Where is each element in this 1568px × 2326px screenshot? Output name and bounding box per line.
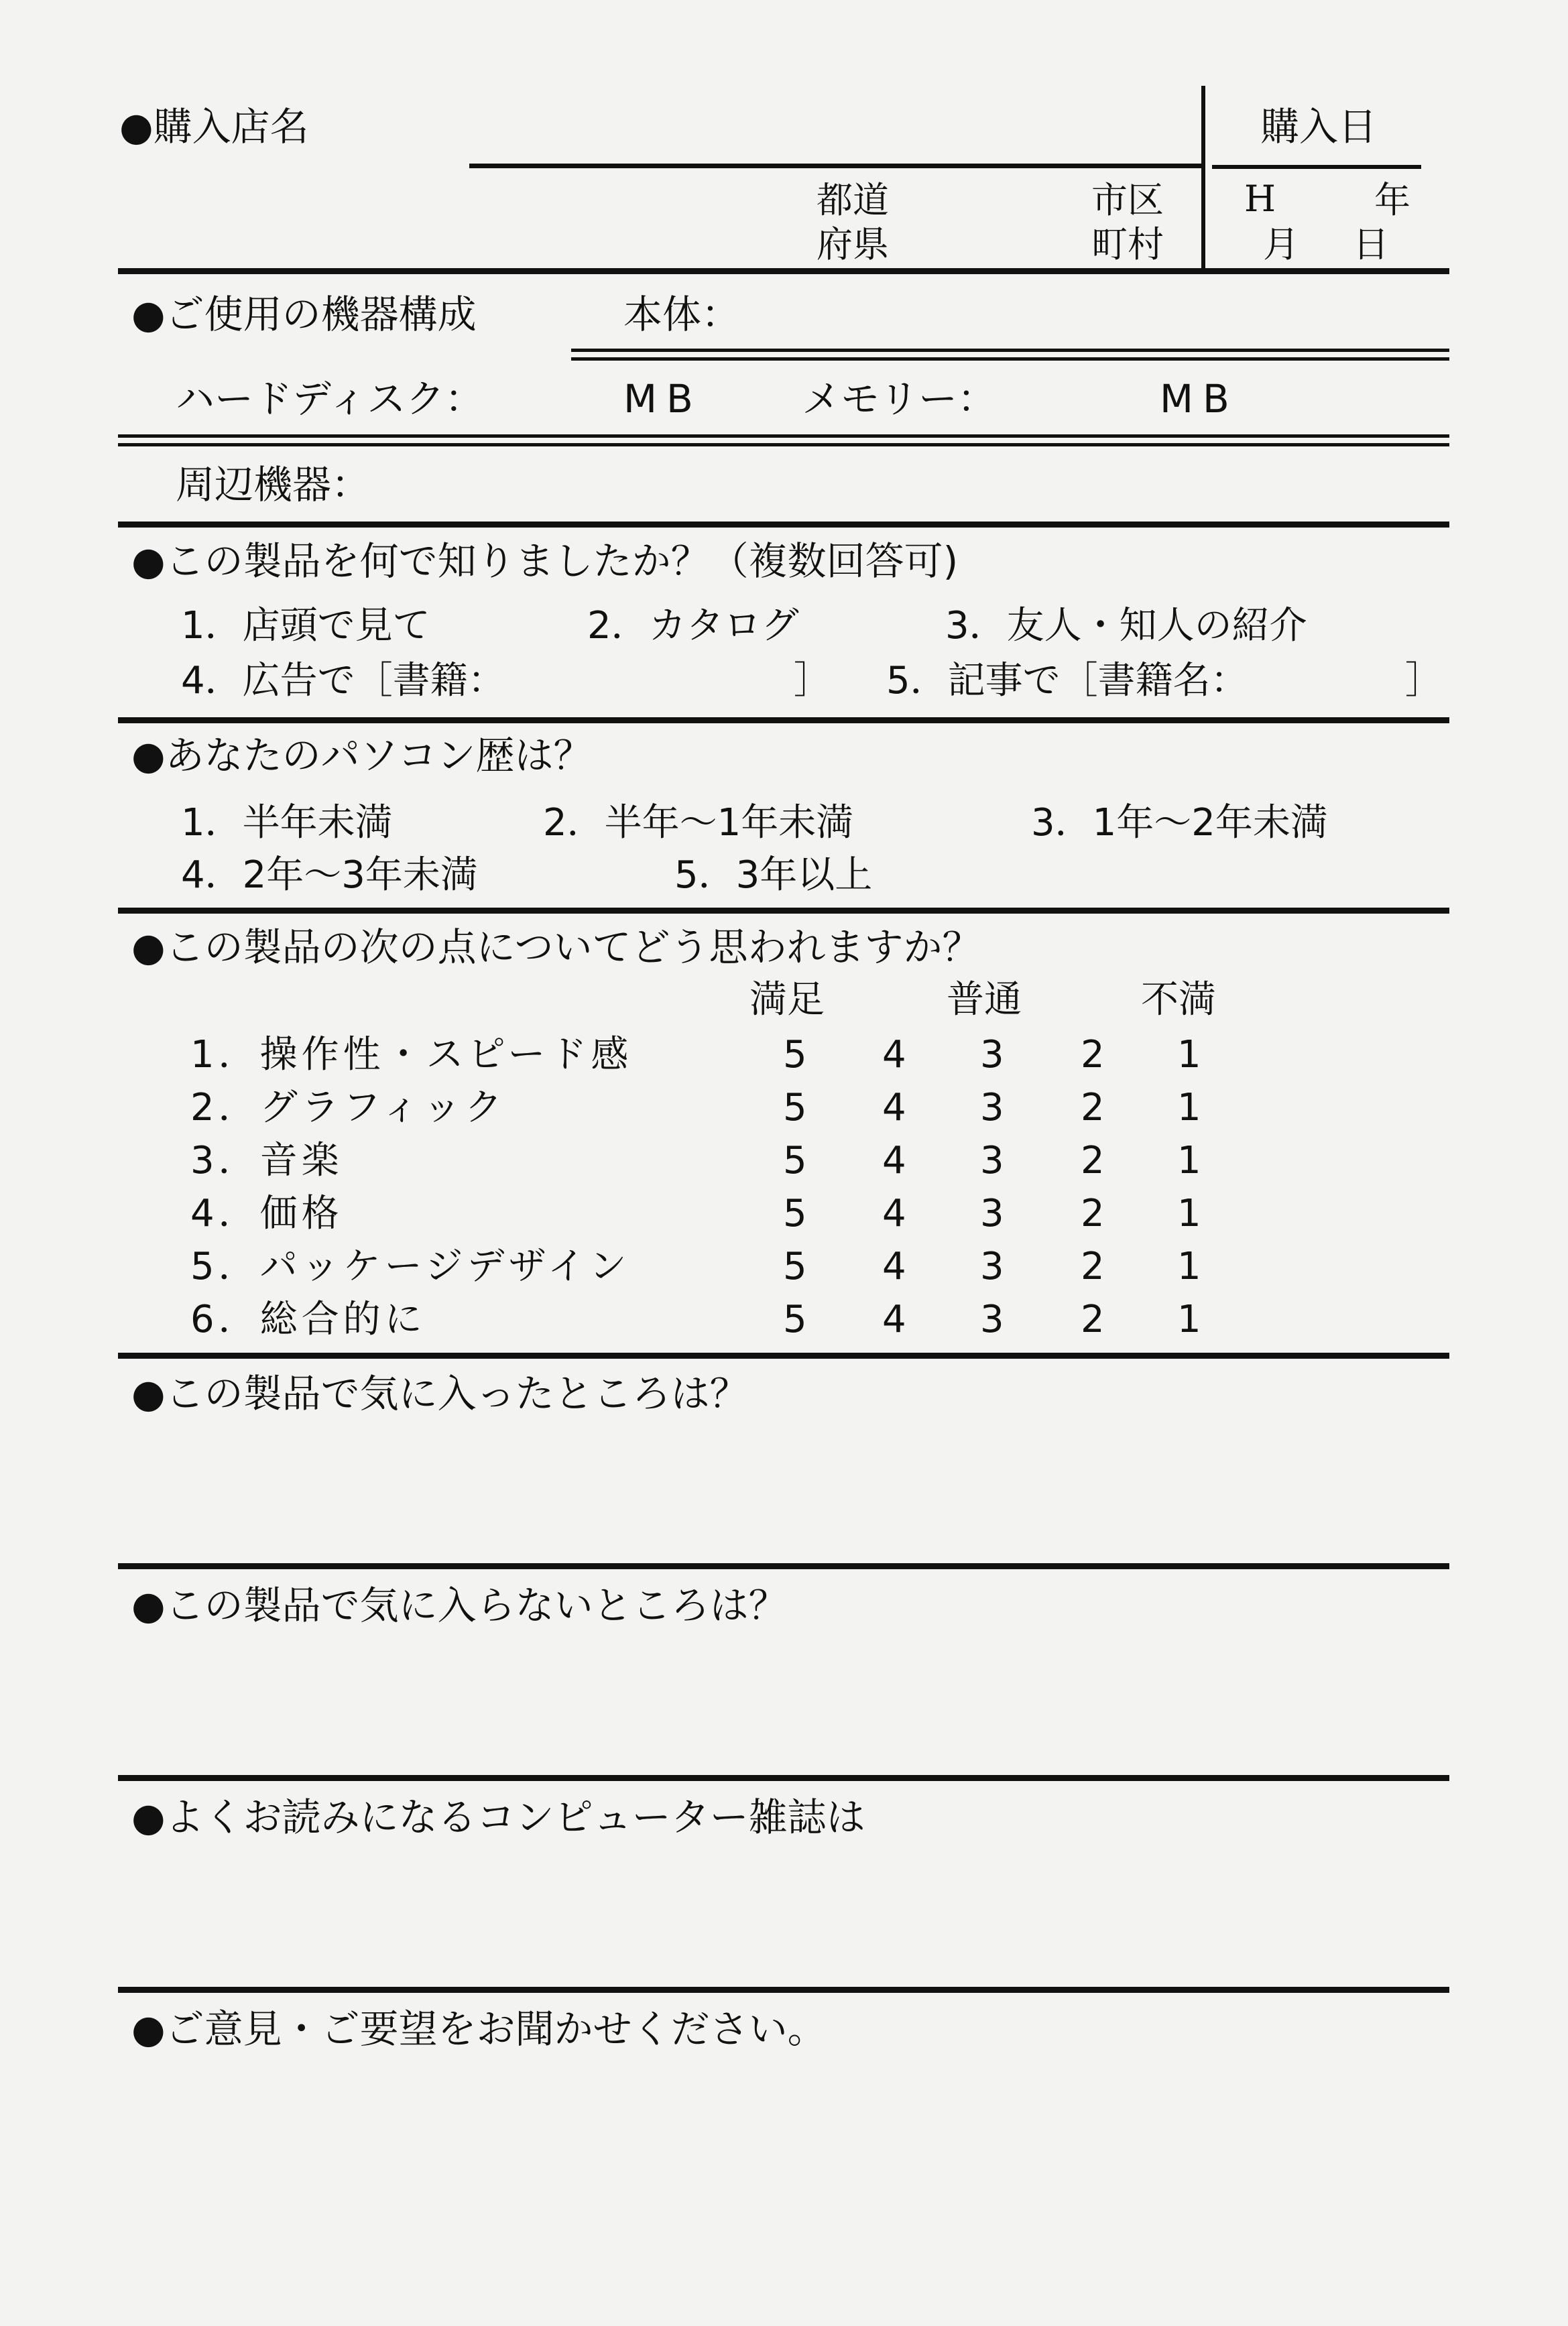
rating-score-3[interactable]: 3 [980, 1139, 1004, 1182]
hdd-label: ハードディスク： [176, 376, 484, 422]
rating-score-5[interactable]: 5 [783, 1298, 807, 1341]
disliked-heading: ●この製品で気に入らないところは？ [131, 1583, 788, 1628]
rating-score-1[interactable]: 1 [1177, 1086, 1201, 1129]
pc-history-heading: ●あなたのパソコン歴は？ [131, 733, 593, 778]
pc-history-option-5: 5．3年以上 [674, 853, 873, 897]
section-rule [118, 1563, 1449, 1569]
prefecture-label-1: 都道 [817, 179, 889, 221]
liked-heading: ●この製品で気に入ったところは？ [131, 1371, 749, 1416]
rating-score-2[interactable]: 2 [1081, 1192, 1105, 1235]
rating-score-5[interactable]: 5 [783, 1245, 807, 1288]
how-known-option-2: 2．カタログ [587, 604, 799, 648]
rating-row-label: 4．価格 [190, 1192, 343, 1235]
rating-score-3[interactable]: 3 [980, 1033, 1004, 1077]
section-rule [118, 717, 1449, 723]
rating-score-5[interactable]: 5 [783, 1086, 807, 1129]
pc-history-option-3: 3．1年～2年未満 [1031, 801, 1328, 845]
rating-score-5[interactable]: 5 [783, 1033, 807, 1077]
rating-score-4[interactable]: 4 [882, 1139, 906, 1182]
rating-score-1[interactable]: 1 [1177, 1298, 1201, 1341]
rating-score-2[interactable]: 2 [1081, 1245, 1105, 1288]
year-label: 年 [1374, 179, 1410, 221]
how-known-option-4: 4．広告で［書籍： [181, 659, 505, 702]
rating-score-2[interactable]: 2 [1081, 1298, 1105, 1341]
store-heading: ●購入店名 [119, 104, 309, 149]
era-label: H [1244, 178, 1276, 220]
section-rule [118, 268, 1449, 274]
rating-score-4[interactable]: 4 [882, 1086, 906, 1129]
body-double-line [571, 349, 1449, 361]
magazines-heading: ●よくお読みになるコンピューター雑誌は [131, 1794, 865, 1840]
rating-row-label: 6．総合的に [190, 1298, 426, 1341]
opinions-heading: ●ご意見・ご要望をお聞かせください。 [131, 2006, 827, 2052]
rating-score-2[interactable]: 2 [1081, 1086, 1105, 1129]
rating-score-4[interactable]: 4 [882, 1192, 906, 1235]
hdd-unit: MB [623, 376, 703, 422]
rating-score-3[interactable]: 3 [980, 1086, 1004, 1129]
section-rule [118, 522, 1449, 528]
rating-score-1[interactable]: 1 [1177, 1192, 1201, 1235]
rating-score-1[interactable]: 1 [1177, 1245, 1201, 1288]
section-rule [118, 1775, 1449, 1781]
rating-score-5[interactable]: 5 [783, 1139, 807, 1182]
body-label: 本体： [623, 292, 741, 337]
rating-score-4[interactable]: 4 [882, 1245, 906, 1288]
memory-unit: MB [1160, 376, 1239, 422]
store-date-divider [1201, 86, 1205, 272]
how-known-option-5-close: ］ [1405, 659, 1443, 702]
purchase-date-line [1212, 165, 1421, 169]
rating-row-label: 2．グラフィック [190, 1086, 507, 1129]
pc-history-option-1: 1．半年未満 [181, 801, 393, 845]
city-label-1: 市区 [1091, 179, 1164, 221]
purchase-date-heading: 購入日 [1260, 104, 1378, 149]
rating-score-4[interactable]: 4 [882, 1033, 906, 1077]
how-known-heading: ●この製品を何で知りましたか？（複数回答可) [131, 538, 959, 584]
rating-row-label: 3．音楽 [190, 1139, 343, 1182]
pc-history-option-2: 2．半年～1年未満 [543, 801, 854, 845]
rating-score-1[interactable]: 1 [1177, 1033, 1201, 1077]
section-rule [118, 908, 1449, 914]
rating-score-1[interactable]: 1 [1177, 1139, 1201, 1182]
day-label: 日 [1353, 223, 1389, 265]
rating-heading: ●この製品の次の点についてどう思われますか？ [131, 924, 981, 970]
month-label: 月 [1263, 223, 1299, 265]
rating-scale-high: 満足 [749, 978, 825, 1022]
rating-scale-mid: 普通 [947, 978, 1022, 1022]
rating-score-5[interactable]: 5 [783, 1192, 807, 1235]
how-known-option-5: 5．記事で［書籍名： [886, 659, 1248, 702]
how-known-option-1: 1．店頭で見て [181, 604, 430, 648]
hdd-double-line [118, 434, 1449, 446]
section-rule [118, 1353, 1449, 1359]
memory-label: メモリー： [802, 376, 997, 422]
rating-score-2[interactable]: 2 [1081, 1139, 1105, 1182]
pc-history-option-4: 4．2年～3年未満 [181, 853, 478, 897]
prefecture-label-2: 府県 [817, 223, 889, 265]
section-rule [118, 1987, 1449, 1993]
rating-row-label: 1．操作性・スピード感 [190, 1033, 633, 1077]
rating-scale-low: 不満 [1141, 978, 1216, 1022]
rating-score-3[interactable]: 3 [980, 1245, 1004, 1288]
rating-score-3[interactable]: 3 [980, 1298, 1004, 1341]
how-known-option-3: 3．友人・知人の紹介 [945, 604, 1307, 648]
city-label-2: 町村 [1091, 223, 1164, 265]
rating-score-4[interactable]: 4 [882, 1298, 906, 1341]
store-name-line [469, 164, 1201, 168]
peripherals-label: 周辺機器： [176, 462, 371, 507]
rating-score-2[interactable]: 2 [1081, 1033, 1105, 1077]
equipment-heading: ●ご使用の機器構成 [131, 292, 477, 337]
rating-row-label: 5．パッケージデザイン [190, 1245, 631, 1288]
rating-score-3[interactable]: 3 [980, 1192, 1004, 1235]
how-known-option-4-close: ］ [794, 659, 831, 702]
